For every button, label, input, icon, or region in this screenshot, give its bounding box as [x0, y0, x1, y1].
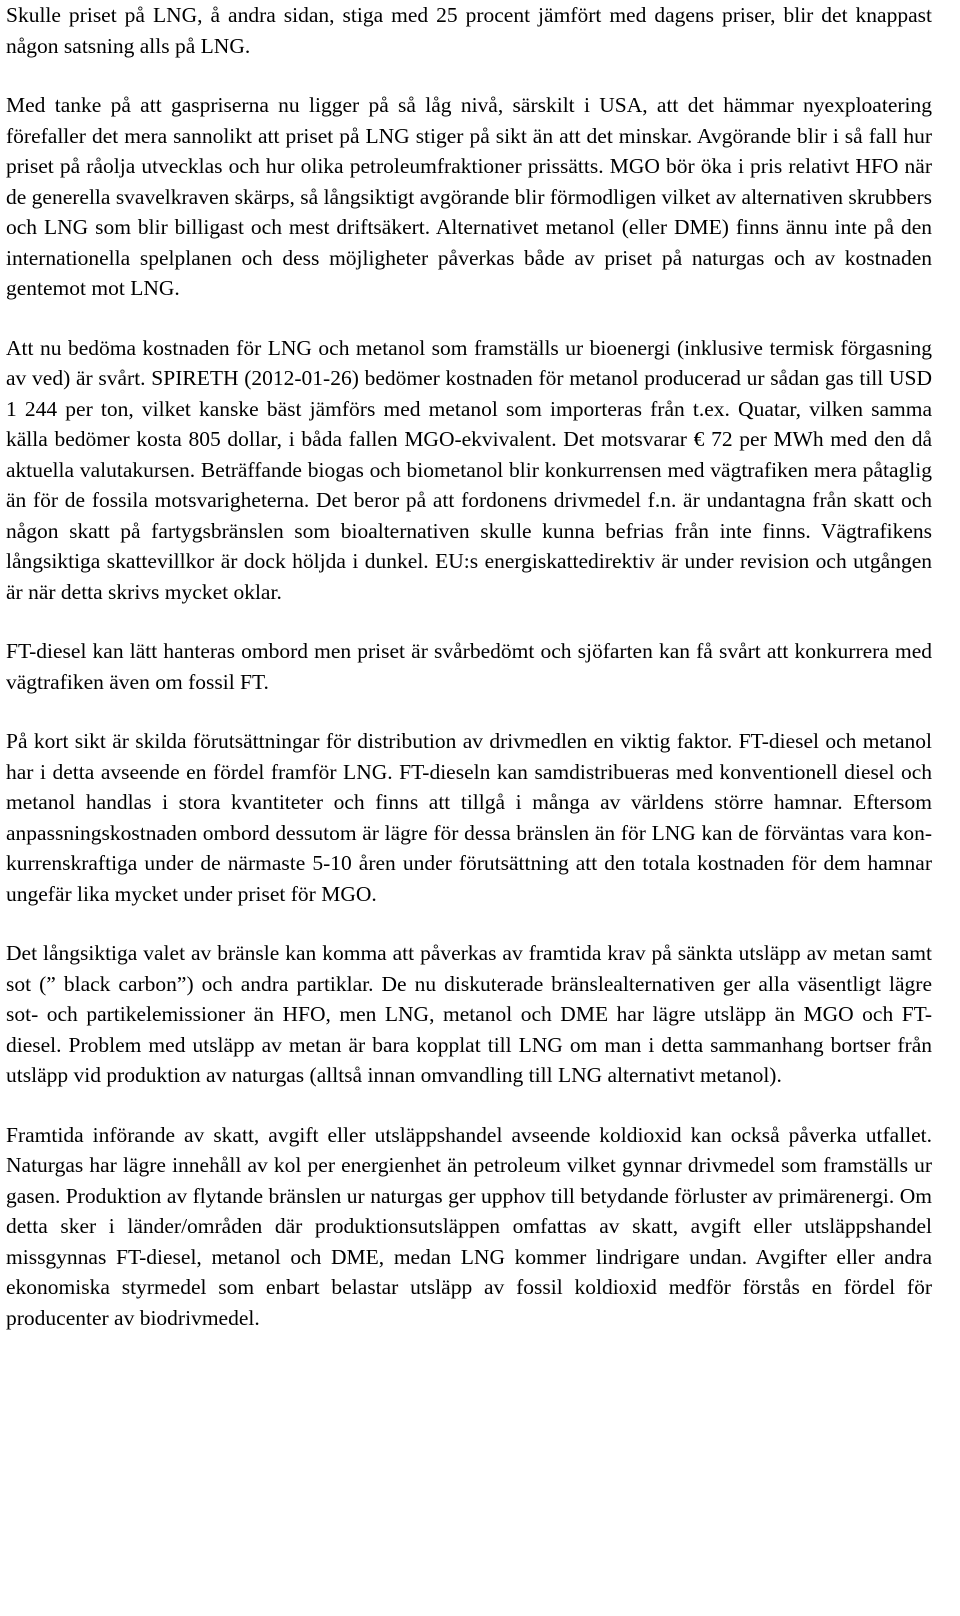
- paragraph-ft-diesel: FT-diesel kan lätt hanteras ombord men priset är svårbedömt och sjöfarten kan få svårt att konkurrera med vägtrafiken även om fossil FT.: [6, 639, 932, 694]
- paragraph-bioenergy-cost: Att nu bedöma kostnaden för LNG och metanol som framställs ur bioenergi (inklusive termisk förgasning av ved) är svårt. SPIRETH (2012-01-26) bedömer kostnaden för metanol producerad ur sådan gas till USD 1 244 per ton, vilket kanske bäst jämförs med metanol som importeras från t.ex. Quatar, vilken samma källa bedömer kosta 805 dollar, i båda fallen MGO-ekvivalent. Det motsvarar € 72 per MWh med den då aktuella valutakursen. Beträffande biogas och biometanol blir konkurrensen med vägtrafiken mera påtaglig än för de fossila motsvarigheterna. Det beror på att fordonens drivmedel f.n. är undantagna från skatt och någon skatt på fartygsbränslen som bioalternativen skulle kunna befrias från inte finns. Vägtrafikens långsiktiga skattevillkor är dock höljda i dunkel. EU:s energiskattedirektiv är under revision och utgången är när detta skrivs mycket oklar.: [6, 335, 932, 604]
- paragraph-distribution: På kort sikt är skilda förutsättningar för distribution av drivmedlen en viktig faktor. FT-diesel och metanol har i detta avseende en fördel framför LNG. FT-dieseln kan samdistribueras med konventionell diesel och metanol handlas i stora kvantiteter och finns att tillgå i många av världens större hamnar. Eftersom anpassningskostnaden ombord dessutom är lägre för dessa bränslen än för LNG kan de förväntas vara konkurrenskraftiga under de närmaste 5-10 åren under förutsättning att den totala kostnaden för dem hamnar ungefär lika mycket under priset för MGO.: [6, 729, 932, 906]
- paragraph-lng-price-increase: Skulle priset på LNG, å andra sidan, stiga med 25 procent jämfört med dagens priser, blir det knappast någon satsning alls på LNG.: [6, 3, 932, 58]
- paragraph-carbon-tax: Framtida införande av skatt, avgift eller utsläppshandel avseende koldioxid kan också påverka utfallet. Naturgas har lägre innehåll av kol per energienhet än petroleum vilket gynnar drivmedel som framställs ur gasen. Produktion av flytande bränslen ur naturgas ger upphov till betydande förluster av primärenergi. Om detta sker i länder/områden där produktionsutsläppen omfattas av skatt, avgift eller utsläppshandel missgynnas FT-diesel, metanol och DME, medan LNG kommer lindrigare undan. Avgifter eller andra ekonomiska styrmedel som enbart belastar utsläpp av fossil koldioxid medför förstås en fördel för producenter av biodrivmedel.: [6, 1122, 932, 1330]
- paragraph-emissions: Det långsiktiga valet av bränsle kan komma att påverkas av framtida krav på sänkta utsläpp av metan samt sot (” black carbon”) och andra partiklar. De nu diskuterade bränslealternativen ger alla väsentligt lägre sot- och partikelemissioner än HFO, men LNG, metanol och DME har lägre utsläpp än MGO och FT-diesel. Problem med utsläpp av metan är bara kopplat till LNG om man i detta sammanhang bortser från utsläpp vid produktion av naturgas (alltså innan omvandling till LNG alternativt metanol).: [6, 941, 932, 1087]
- paragraph-gas-price-outlook: Med tanke på att gaspriserna nu ligger på så låg nivå, särskilt i USA, att det hämmar nyexploatering förefaller det mera sannolikt att priset på LNG stiger på sikt än att det minskar. Avgörande blir i så fall hur priset på råolja utvecklas och hur olika petroleumfraktioner prissätts. MGO bör öka i pris relativt HFO när de generella svavelkraven skärps, så långsiktigt avgörande blir förmodligen vilket av alternativen skrubbers och LNG som blir billigast och mest driftsäkert. Alternativet metanol (eller DME) finns ännu inte på den internationella spelplanen och dess möjligheter påverkas både av priset på naturgas och av kostnaden gentemot mot LNG.: [6, 93, 932, 300]
